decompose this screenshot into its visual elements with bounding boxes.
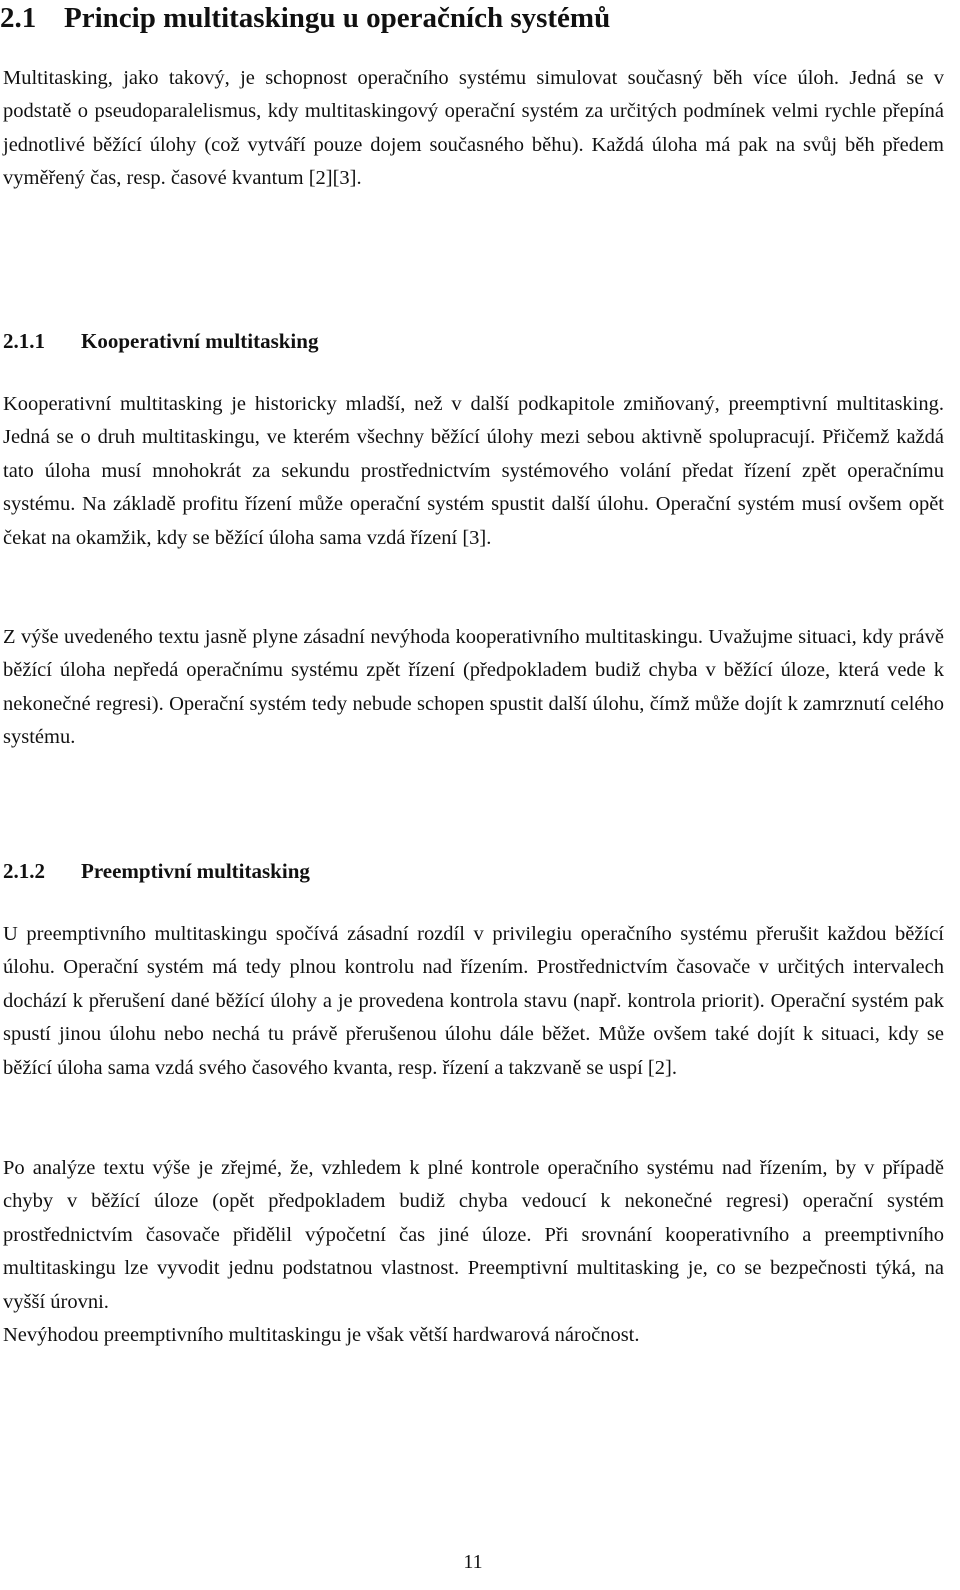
paragraph: Po analýze textu výše je zřejmé, že, vzhledem k plné kontrole operačního systému nad řízením, by v případě chyby v běžící úloze (opět předpokladem budiž chyba vedoucí k nekonečné regresi) operační systém prostřednictvím časovače přidělil výpočetní čas jiné úloze. Při srovnání kooperativního a preemptivního multitaskingu lze vyvodit jednu podstatnou vlastnost. Preemptivní multitasking je, co se bezpečnosti týká, na vyšší úrovni. xyxy=(3,1157,944,1313)
paragraph: U preemptivního multitaskingu spočívá zásadní rozdíl v privilegiu operačního systému přerušit každou běžící úlohu. Operační systém má tedy plnou kontrolu nad řízením. Prostřednictvím časovače v určitých intervalech dochází k přerušení dané běžící úlohy a je provedena kontrola stavu (např. kontrola priorit). Operační systém pak spustí jinou úlohu nebo nechá tu právě přerušenou úlohu dále běžet. Může ovšem také dojít k situaci, kdy se běžící úloha sama vzdá svého časového kvanta, resp. řízení a takzvaně se uspí [2]. xyxy=(3,923,944,1079)
subsection-number: 2.1.2 xyxy=(3,859,45,883)
subsection-number: 2.1.1 xyxy=(3,329,45,353)
paragraph: Kooperativní multitasking je historicky mladší, než v další podkapitole zmiňovaný, preemptivní multitasking. Jedná se o druh multitaskingu, ve kterém všechny běžící úlohy mezi sebou aktivně spolupracují. Přičemž každá tato úloha musí mnohokrát za sekundu prostřednictvím systémového volání předat řízení zpět operačnímu systému. Na základě profitu řízení může operační systém spustit další úlohu. Operační systém musí ovšem opět čekat na okamžik, kdy se běžící úloha sama vzdá řízení [3]. xyxy=(3,393,944,549)
subsection-heading xyxy=(3,857,310,885)
subsection-title: Kooperativní multitasking xyxy=(81,329,319,353)
section-number: 2.1 xyxy=(0,2,37,34)
subsection-title: Preemptivní multitasking xyxy=(81,859,310,883)
section-title: Princip multitaskingu u operačních systémů xyxy=(64,2,611,34)
paragraph: Nevýhodou preemptivního multitaskingu je však větší hardwarová náročnost. xyxy=(3,1324,640,1346)
paragraph: Multitasking, jako takový, je schopnost operačního systému simulovat současný běh více úloh. Jedná se v podstatě o pseudoparalelismus, kdy multitaskingový operační systém za určitých podmínek velmi rychle přepíná jednotlivé běžící úlohy (což vytváří pouze dojem současného běhu). Každá úloha má pak na svůj běh předem vyměřený čas, resp. časové kvantum [2][3]. xyxy=(3,67,944,190)
paragraph: Z výše uvedeného textu jasně plyne zásadní nevýhoda kooperativního multitaskingu. Uvažujme situaci, kdy právě běžící úloha nepředá operačnímu systému zpět řízení (předpokladem budiž chyba v běžící úloze, která vede k nekonečné regresi). Operační systém tedy nebude schopen spustit další úlohu, čímž může dojít k zamrznutí celého systému. xyxy=(3,626,944,749)
subsection-heading xyxy=(3,327,318,355)
page-number: 11 xyxy=(463,1551,483,1573)
section-heading xyxy=(0,0,610,36)
